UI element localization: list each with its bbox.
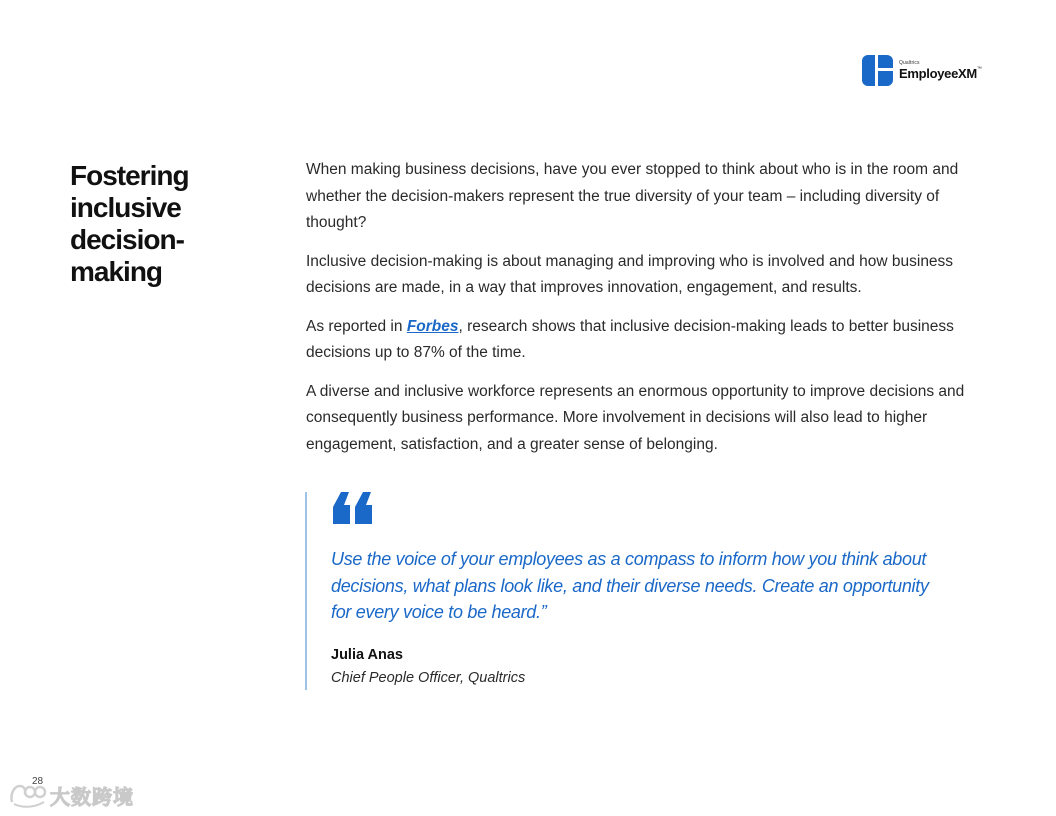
employeexm-logo (862, 55, 982, 86)
quote-author-role: Chief People Officer, Qualtrics (331, 670, 526, 686)
body-paragraph: As reported in Forbes, research shows that inclusive decision-making leads to better business decisions up to 87% of the time. (306, 317, 954, 361)
quote-author: Julia Anas (331, 647, 403, 663)
trademark-symbol: ™ (976, 66, 982, 72)
pull-quote (305, 492, 945, 690)
logo-text (899, 61, 982, 80)
body-paragraph: A diverse and inclusive workforce represents an enormous opportunity to improve decisions and consequently business performance. More involvement in decisions will also lead to higher engagement, satisfaction, and a greater sense of belonging. (306, 382, 965, 453)
body-copy (306, 157, 986, 470)
page-title-line: making (70, 256, 163, 287)
quote-text: Use the voice of your employees as a compass to inform how you think about decisions, what plans look like, and their diverse needs. Create an opportunity for every voice to be heard.” (331, 549, 929, 622)
page-title (70, 160, 250, 288)
watermark-logo-icon (8, 780, 48, 810)
qualtrics-logo-icon (862, 55, 893, 86)
logo-company-name: Qualtrics (899, 60, 920, 66)
watermark-text: 大数跨境 (50, 786, 134, 809)
logo-product-name: EmployeeXM™ (899, 66, 982, 81)
page-number: 28 (32, 776, 44, 787)
forbes-link[interactable]: Forbes (406, 317, 459, 335)
page-title-line: decision- (70, 224, 184, 255)
page-title-line: inclusive (70, 192, 181, 223)
body-paragraph: When making business decisions, have you ever stopped to think about who is in the room and whether the decision-makers represent the true diversity of your team – including diversity of thought? (306, 161, 959, 231)
page-title-line: Fostering (70, 160, 189, 191)
body-paragraph: Inclusive decision-making is about managing and improving who is involved and how business decisions are made, in a way that improves innovation, engagement, and results. (306, 252, 954, 296)
quotation-mark-icon (333, 492, 373, 524)
watermark (8, 780, 134, 810)
